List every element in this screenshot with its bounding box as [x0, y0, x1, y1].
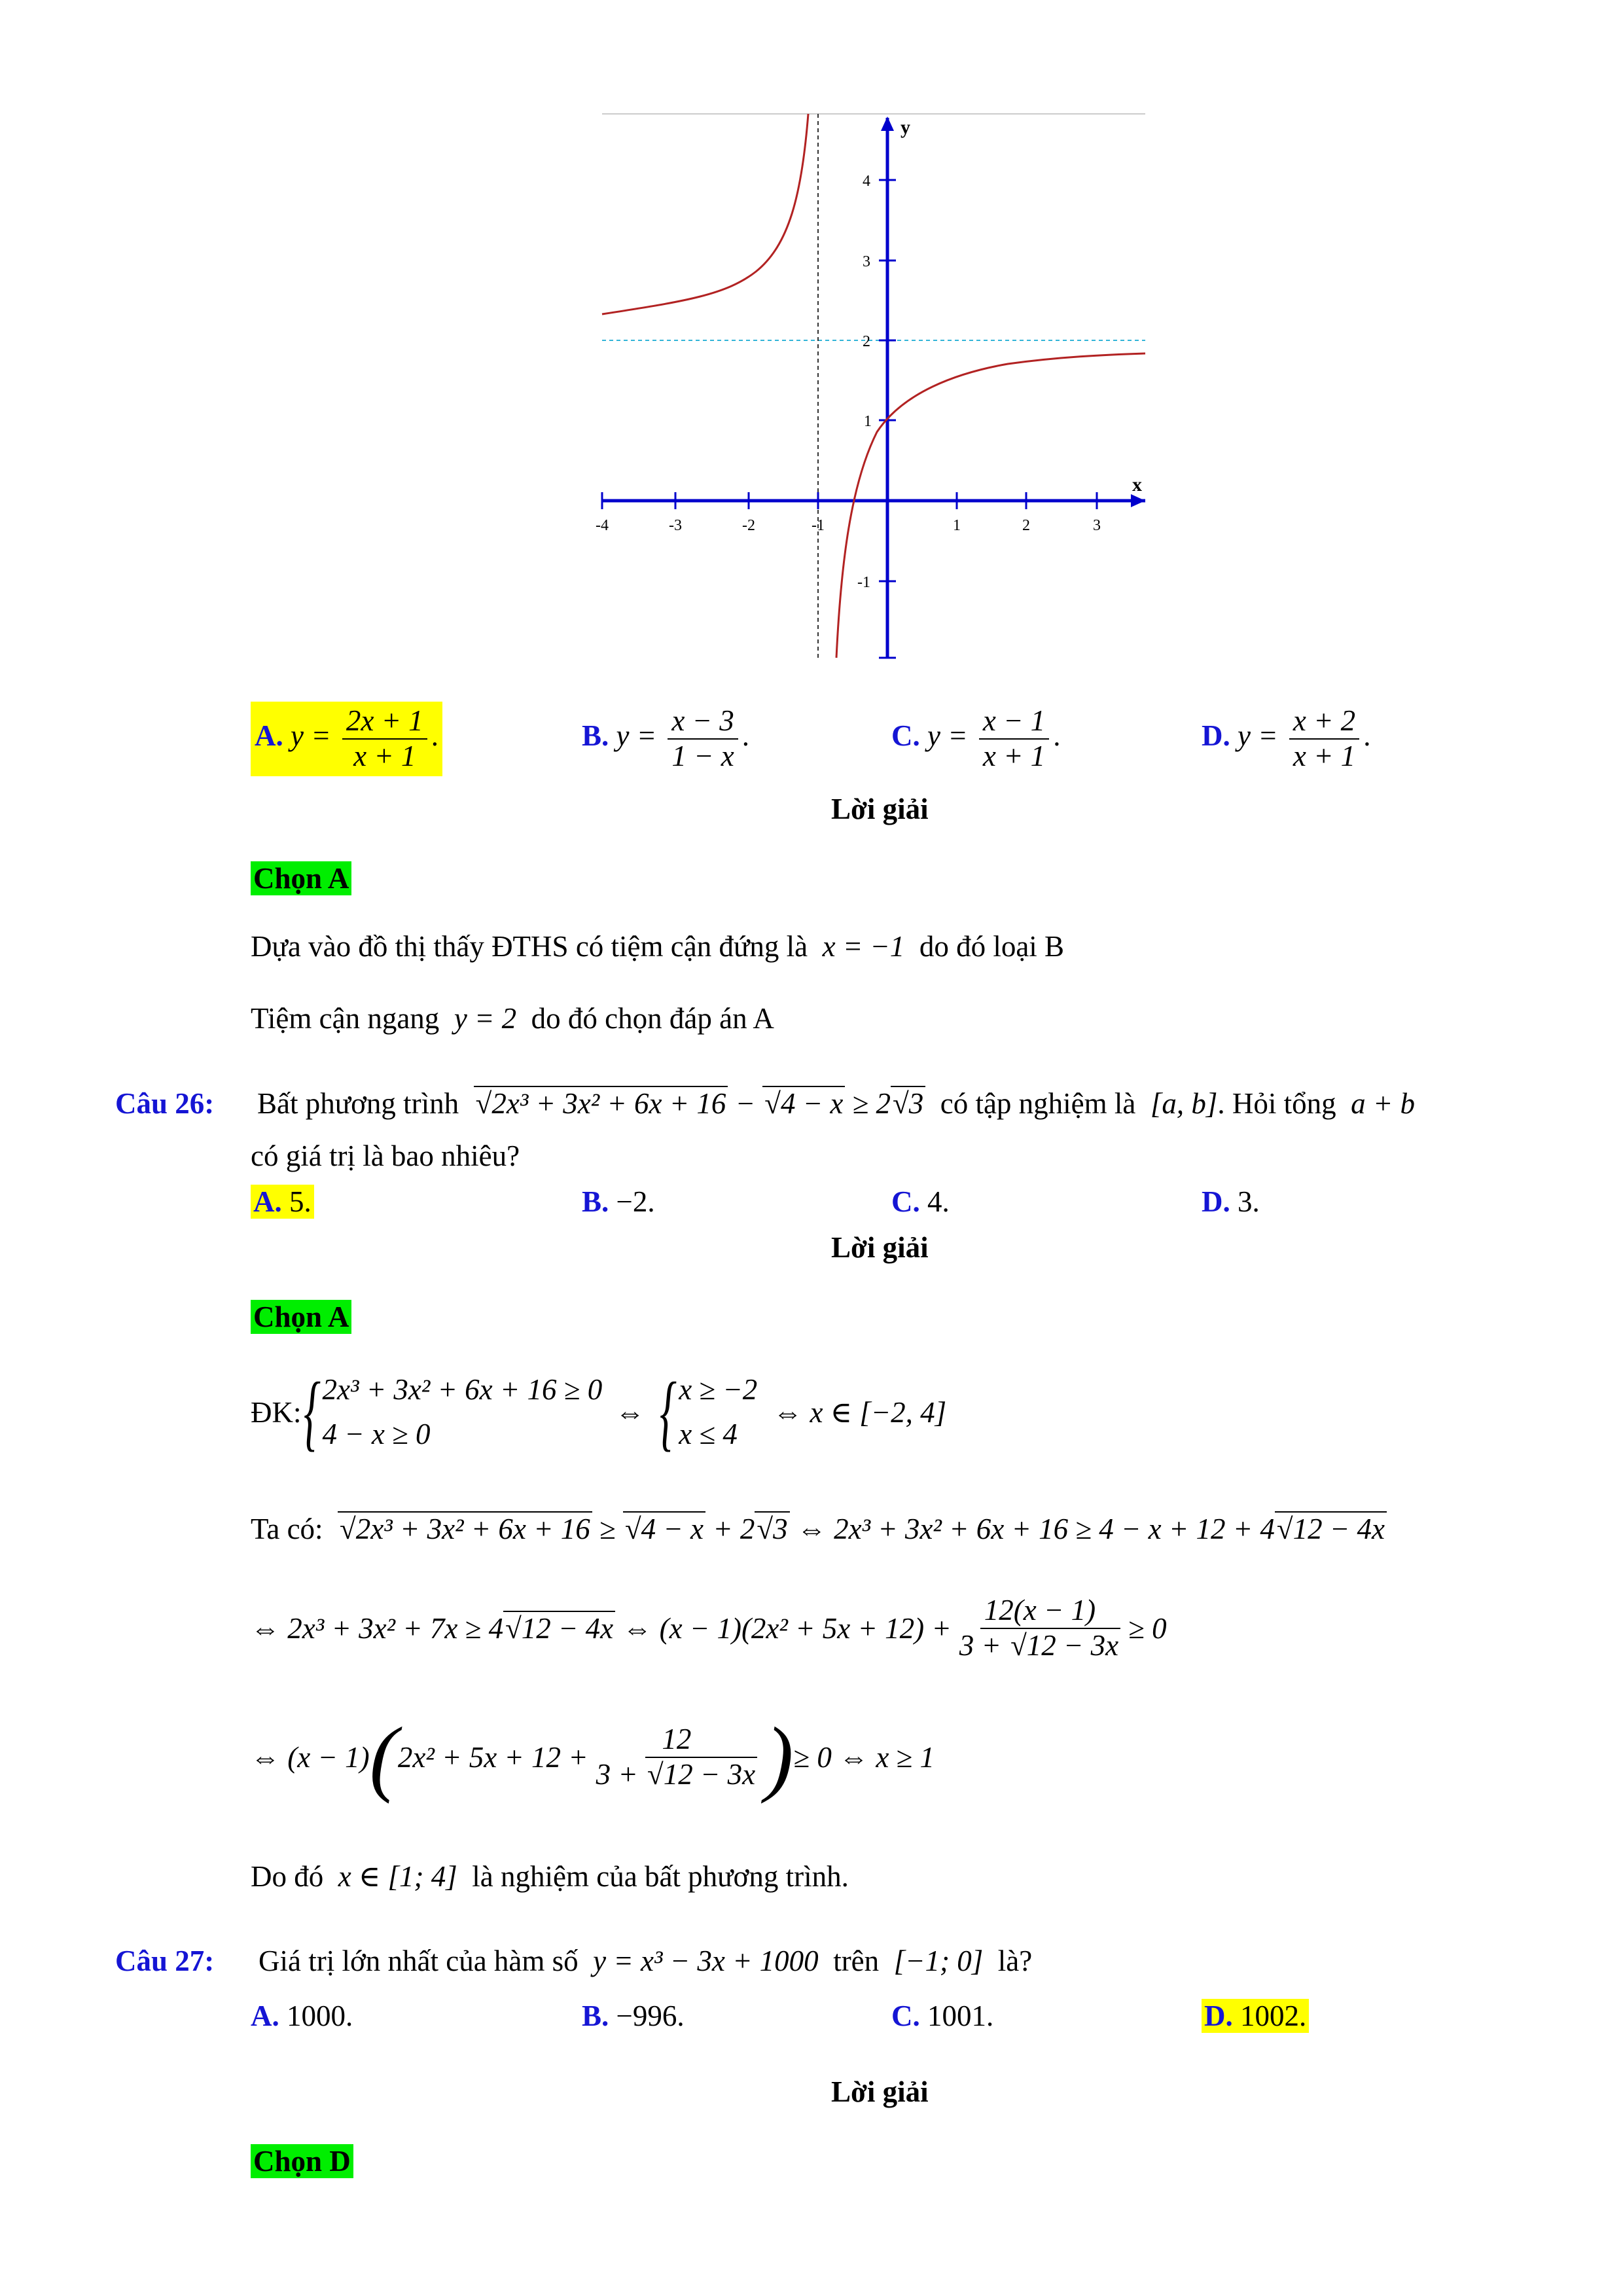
q25-option-c[interactable]: C. y = $\frac{x - 1}{x + 1}$ . [891, 704, 1061, 772]
option-letter: C. [891, 719, 920, 753]
option-lhs: y = [291, 719, 331, 753]
x-tick-label: -1 [812, 517, 825, 534]
q26-step-2: ⇔ 2x³ + 3x² + 7x ≥ 4√ 12 − 4x ⇔ (x − 1)(2x² + 5x + 12) + $\frac{12(x - 1)}{3 + √ 12 - 3x}$ ≥ 0 [251, 1594, 1167, 1663]
q27-option-b[interactable] [582, 1999, 685, 2033]
x-tick-label: 3 [1093, 517, 1101, 534]
option-value: 5. [289, 1185, 312, 1218]
q26-question: Bất phương trình √ 2x³ + 3x² + 6x + 16 − √ 4 − x ≥ 2√ 3 có tập nghiệm là [a, b]. Hỏi tổng a + b [257, 1086, 1415, 1121]
q26-option-b[interactable] [582, 1185, 655, 1219]
option-lhs: y = [616, 719, 657, 753]
option-letter: C. [891, 2000, 920, 2032]
x-tick-label: 2 [1022, 517, 1030, 534]
q26-label: Câu 26: [115, 1087, 215, 1120]
option-lhs: y = [1238, 719, 1278, 753]
option-letter: A. [251, 2000, 279, 2032]
y-axis-label: y [901, 117, 910, 138]
x-tick-label: -4 [596, 517, 609, 534]
q26-sum: a + b [1351, 1087, 1416, 1120]
q25-option-d[interactable]: D. y = $\frac{x + 2}{x + 1}$ . [1202, 704, 1371, 772]
y-tick-label: 4 [863, 173, 870, 190]
x-tick-label: 1 [953, 517, 961, 534]
q26-interval: [a, b] [1150, 1087, 1218, 1120]
q26-option-a[interactable] [251, 1185, 314, 1219]
q26-option-d[interactable] [1202, 1185, 1260, 1219]
q27-choice: Chọn D [251, 2144, 353, 2178]
q26-choice: Chọn A [251, 1300, 351, 1334]
option-value: 4. [927, 1185, 950, 1218]
y-tick-label: 3 [863, 253, 870, 270]
option-letter: C. [891, 1185, 920, 1218]
q27-option-a[interactable] [251, 1999, 353, 2033]
q27-question: Giá trị lớn nhất của hàm số y = x³ − 3x + 1000 trên [−1; 0] là? [259, 1945, 1033, 1977]
function-graph [589, 105, 1165, 668]
q26-step-1: Ta có: √ 2x³ + 3x² + 6x + 16 ≥ √ 4 − x + 2√ 3 ⇔ 2x³ + 3x² + 6x + 16 ≥ 4 − x + 12 + 4√ 12 − 4x [251, 1512, 1387, 1546]
q25-choice: Chọn A [251, 861, 351, 895]
option-letter: A. [253, 1185, 282, 1218]
option-letter: D. [1202, 719, 1230, 753]
fraction-denominator: 1 − x [671, 739, 734, 772]
curve-left-branch [602, 114, 808, 314]
q25-option-b[interactable]: B. y = $\frac{x - 3}{1 - x}$ . [582, 704, 749, 772]
option-letter: A. [255, 719, 283, 753]
option-letter: B. [582, 1185, 609, 1218]
q26-solution-heading: Lời giải [831, 1231, 929, 1264]
option-value: 3. [1238, 1185, 1260, 1218]
q27-option-d[interactable] [1202, 1999, 1309, 2033]
q26-step-3: ⇔ (x − 1) ( 2x² + 5x + 12 + $\frac{12}{3 + √ 12 - 3x}$ ) ≥ 0 ⇔ x ≥ 1 [251, 1715, 935, 1800]
option-value: 1002. [1240, 2000, 1307, 2032]
q25-explanation-2: Tiệm cận ngang y = 2 do đó chọn đáp án A [251, 1002, 774, 1035]
x-tick-label: -3 [669, 517, 682, 534]
q27-solution-heading: Lời giải [831, 2075, 929, 2108]
y-tick-label: 2 [863, 333, 870, 350]
fraction-numerator: x + 2 [1289, 704, 1359, 740]
y-tick-label: 1 [864, 413, 872, 430]
x-tick-label: -2 [742, 517, 755, 534]
fraction-numerator: x − 1 [979, 704, 1049, 740]
option-value: 1001. [927, 2000, 994, 2032]
fraction-denominator: x + 1 [353, 739, 416, 772]
q27-label: Câu 27: [115, 1945, 215, 1977]
q25-solution-heading: Lời giải [831, 793, 929, 825]
option-letter: B. [582, 2000, 609, 2032]
fraction-denominator: x + 1 [982, 739, 1046, 772]
curve-right-branch [836, 353, 1145, 658]
q26-condition: ĐK: { 2x³ + 3x² + 6x + 16 ≥ 0 4 − x ≥ 0 ⇔ { x ≥ −2 x ≤ 4 ⇔ x ∈ [−2, 4] [251, 1365, 947, 1460]
fraction-denominator: x + 1 [1293, 739, 1356, 772]
x-axis-label: x [1132, 474, 1142, 495]
q26-option-c[interactable] [891, 1185, 950, 1219]
q25-explanation-1: Dựa vào đồ thị thấy ĐTHS có tiệm cận đứng là x = −1 do đó loại B [251, 930, 1065, 963]
option-lhs: y = [927, 719, 968, 753]
q26-question-cont: có giá trị là bao nhiêu? [251, 1139, 520, 1172]
option-value: −996. [616, 2000, 685, 2032]
q26-conclusion: Do đó x ∈ [1; 4] là nghiệm của bất phương trình. [251, 1860, 849, 1893]
option-value: 1000. [287, 2000, 353, 2032]
option-letter: B. [582, 719, 609, 753]
y-tick-label: -1 [857, 574, 870, 591]
q27-option-c[interactable] [891, 1999, 993, 2033]
fraction-numerator: 2x + 1 [342, 704, 427, 740]
q25-option-a[interactable]: A. y = $\frac{2x + 1}{x + 1}$ . [251, 702, 442, 776]
fraction-numerator: x − 3 [668, 704, 738, 740]
option-letter: D. [1202, 1185, 1230, 1218]
option-value: −2. [616, 1185, 655, 1218]
option-letter: D. [1204, 2000, 1233, 2032]
